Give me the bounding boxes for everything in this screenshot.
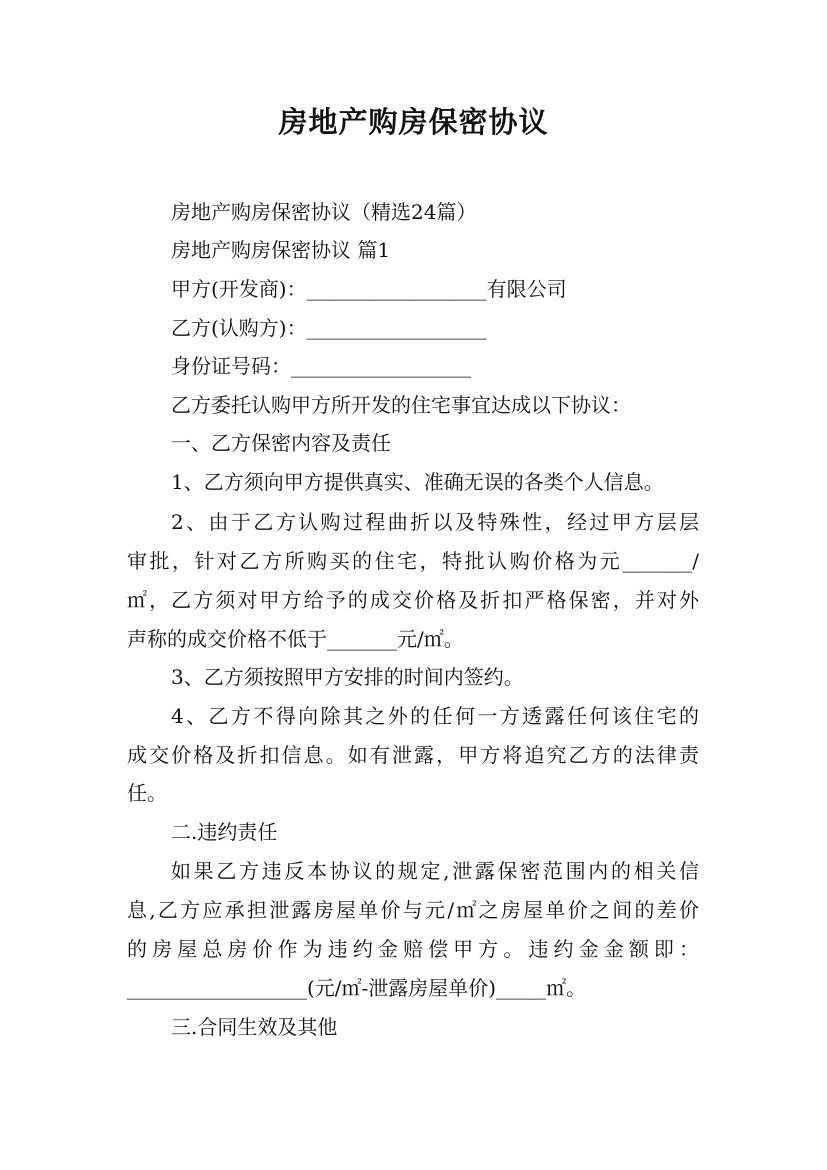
paragraph-line: 4、乙方不得向除其之外的任何一方透露任何该住宅的 xyxy=(171,704,699,728)
clause-heading: 三.合同生效及其他 xyxy=(171,1015,338,1039)
section-heading: 房地产购房保密协议 篇1 xyxy=(171,238,391,262)
party-b-line: 乙方(认购方)：__________________ xyxy=(171,316,487,340)
paragraph-line: __________________(元/㎡-泄露房屋单价)_____㎡。 xyxy=(127,976,587,1000)
paragraph-line: 声称的成交价格不低于_______元/㎡。 xyxy=(127,627,464,651)
paragraph-line: 任。 xyxy=(127,781,167,805)
paragraph-line: 2、由于乙方认购过程曲折以及特殊性，经过甲方层层 xyxy=(171,510,699,534)
paragraph-line: 乙方委托认购甲方所开发的住宅事宜达成以下协议： xyxy=(171,393,631,417)
clause-heading: 一、乙方保密内容及责任 xyxy=(171,431,391,455)
paragraph-line: 3、乙方须按照甲方安排的时间内签约。 xyxy=(171,665,524,689)
id-number-line: 身份证号码：__________________ xyxy=(171,354,471,378)
subtitle-line: 房地产购房保密协议（精选24篇） xyxy=(171,200,477,224)
document-title: 房地产购房保密协议 xyxy=(278,105,549,139)
paragraph-line: 成交价格及折扣信息。如有泄露，甲方将追究乙方的法律责 xyxy=(127,743,699,767)
paragraph-line: 如果乙方违反本协议的规定,泄露保密范围内的相关信 xyxy=(171,859,699,883)
paragraph-line: 审批，针对乙方所购买的住宅，特批认购价格为元_______/ xyxy=(127,549,699,573)
paragraph-line: ㎡，乙方须对甲方给予的成交价格及折扣严格保密，并对外 xyxy=(127,588,699,612)
paragraph-line: 的房屋总房价作为违约金赔偿甲方。违约金金额即： xyxy=(127,937,699,961)
paragraph-line: 息,乙方应承担泄露房屋单价与元/㎡之房屋单价之间的差价 xyxy=(127,898,699,922)
party-a-line: 甲方(开发商)：__________________有限公司 xyxy=(171,277,567,301)
paragraph-line: 1、乙方须向甲方提供真实、准确无误的各类个人信息。 xyxy=(171,470,664,494)
clause-heading: 二.违约责任 xyxy=(171,820,278,844)
